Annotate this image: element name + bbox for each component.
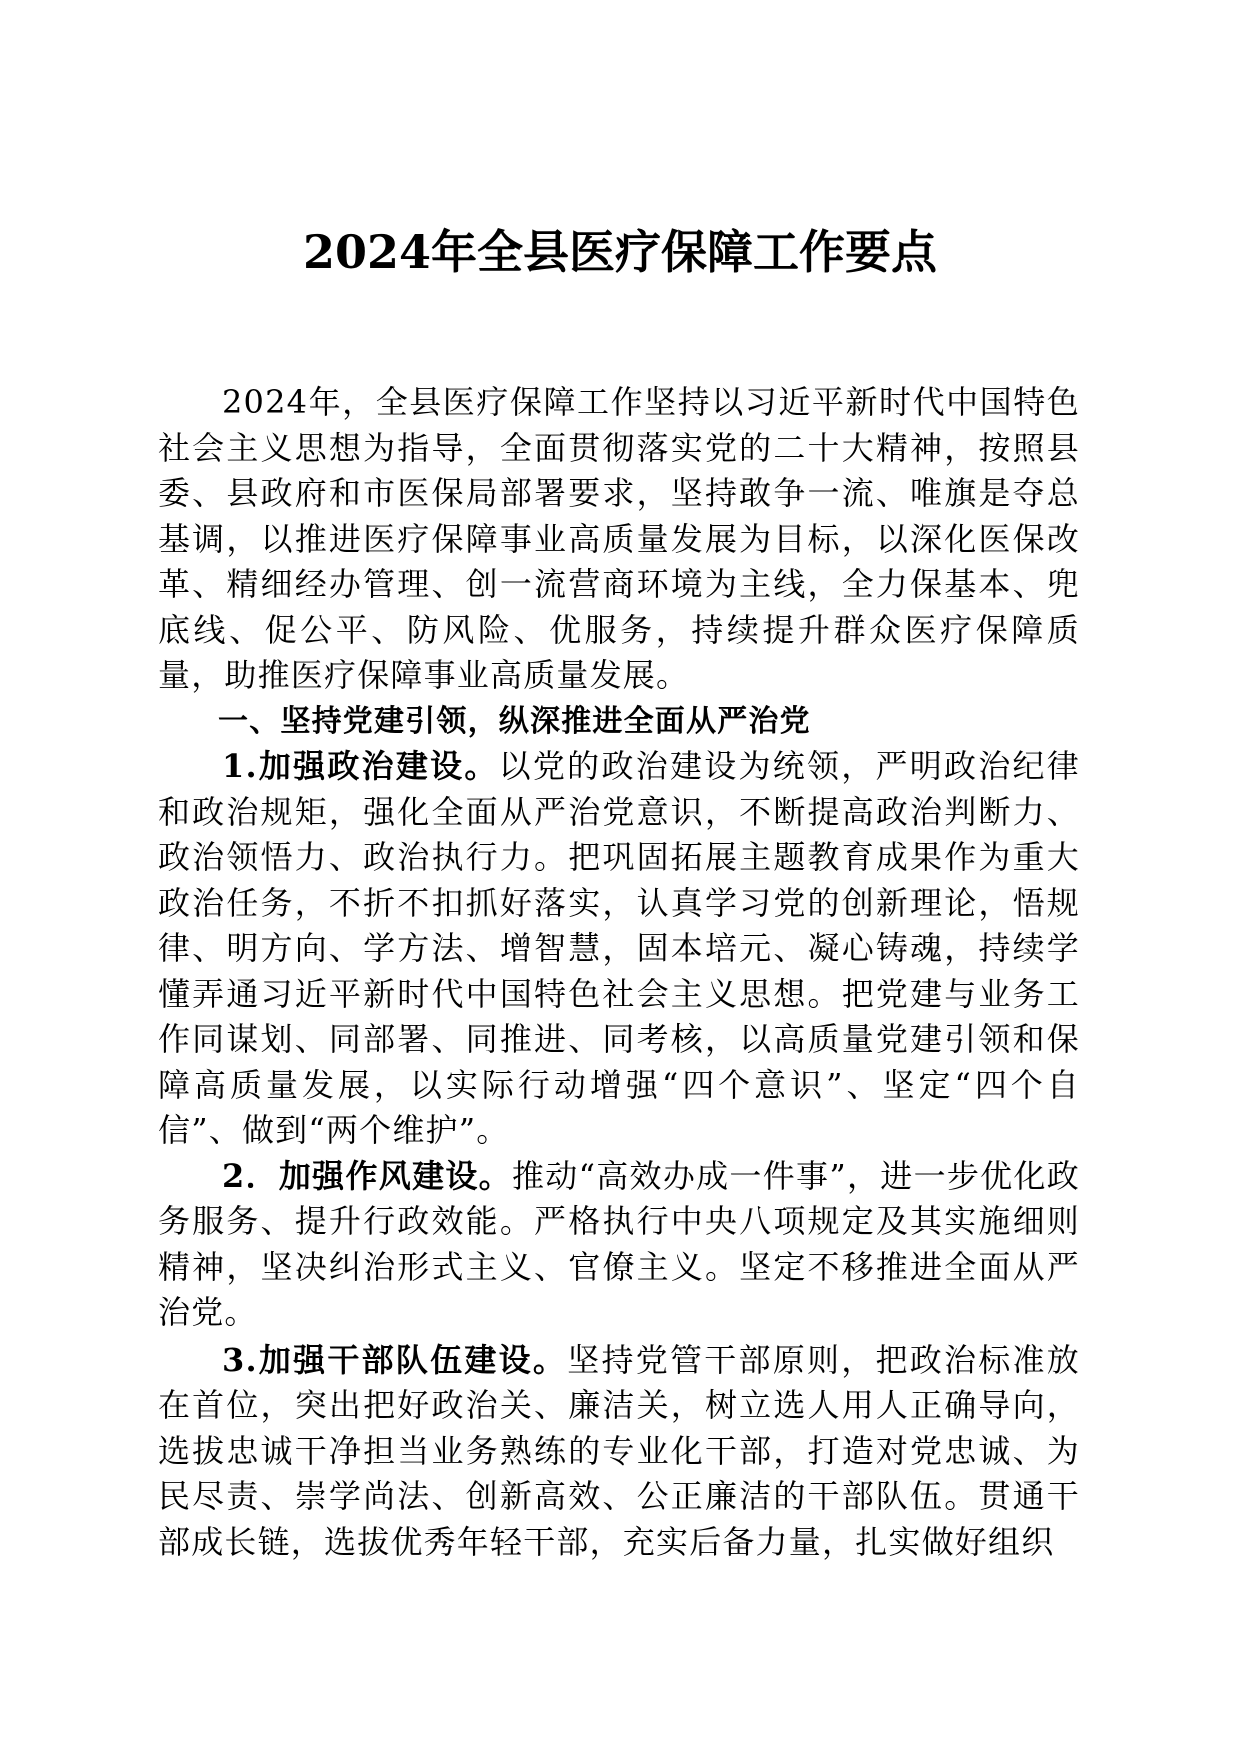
item-lead-3: 3.加强干部队伍建设。 xyxy=(222,1340,568,1379)
item-text-2: 推动“高效办成一件事”，进一步优化政务服务、提升行政效能。严格执行中央八项规定及其实施细则精神，坚决纠治形式主义、官僚主义。坚定不移推进全面从严治党。 xyxy=(158,1156,1080,1331)
section-heading: 一、坚持党建引领，纵深推进全面从严治党 xyxy=(218,703,811,739)
item-paragraph-1 xyxy=(158,744,1080,1154)
item-lead-1: 1.加强政治建设。 xyxy=(222,747,499,785)
item-paragraph-2 xyxy=(158,1154,1080,1336)
item-text-3: 坚持党管干部原则，把政治标准放在首位，突出把好政治关、廉洁关，树立选人用人正确导向，选拔忠诚干净担当业务熟练的专业化干部，打造对党忠诚、为民尽责、崇学尚法、创新高效、公正廉洁的干部队伍。贯通干部成长链，选拔优秀年轻干部，充实后备力量，扎实做好组织 xyxy=(158,1340,1080,1561)
item-lead-2: 2．加强作风建设。 xyxy=(222,1156,512,1195)
item-text-1: 以党的政治建设为统领，严明政治纪律和政治规矩，强化全面从严治党意识，不断提高政治判断力、政治领悟力、政治执行力。把巩固拓展主题教育成果作为重大政治任务，不折不扣抓好落实，认真学习党的创新理论，悟规律、明方向、学方法、增智慧，固本培元、凝心铸魂，持续学懂弄通习近平新时代中国特色社会主义思想。把党建与业务工作同谋划、同部署、同推进、同考核，以高质量党建引领和保障高质量发展，以实际行动增强“四个意识”、坚定“四个自信”、做到“两个维护”。 xyxy=(158,747,1080,1149)
intro-paragraph: 2024年，全县医疗保障工作坚持以习近平新时代中国特色社会主义思想为指导，全面贯彻落实党的二十大精神，按照县委、县政府和市医保局部署要求，坚持敢争一流、唯旗是夺总基调，以推进医疗保障事业高质量发展为目标，以深化医保改革、精细经办管理、创一流营商环境为主线，全力保基本、兜底线、促公平、防风险、优服务，持续提升群众医疗保障质量，助推医疗保障事业高质量发展。 xyxy=(158,383,1080,694)
item-paragraph-3 xyxy=(158,1338,1080,1566)
document-title: 2024年全县医疗保障工作要点 xyxy=(302,225,938,279)
document-body xyxy=(158,380,1080,1565)
